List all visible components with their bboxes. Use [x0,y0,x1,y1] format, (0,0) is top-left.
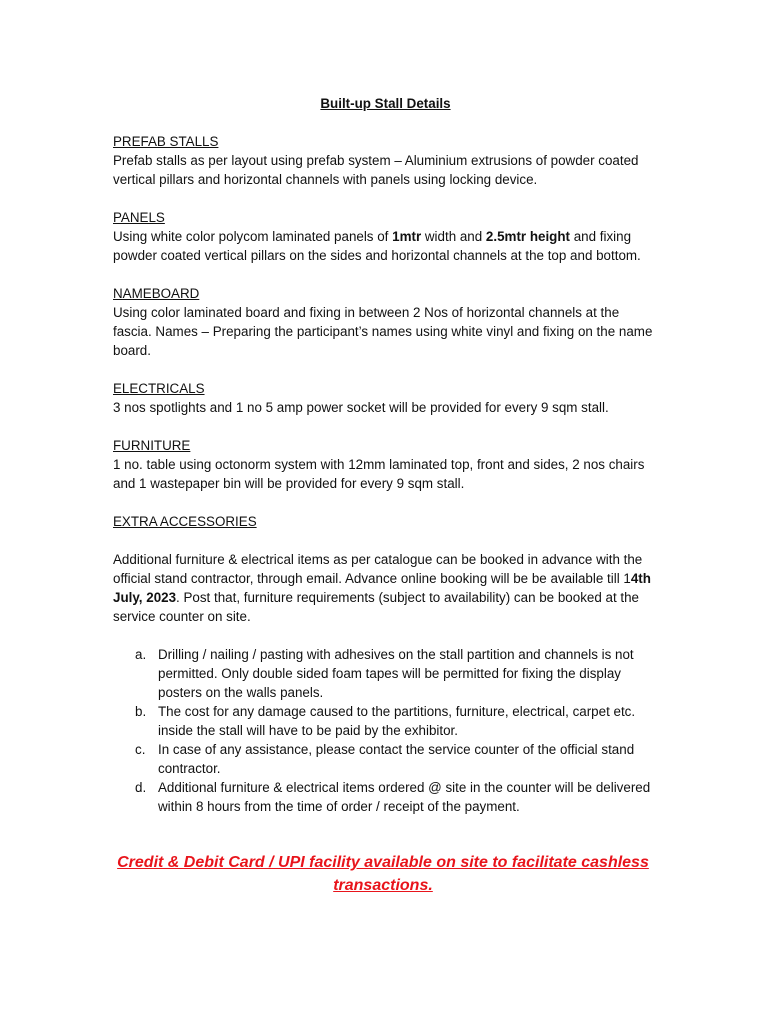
section-body: Prefab stalls as per layout using prefab system – Aluminium extrusions of powder coated vertical pillars and horizontal channels with panels using locking device. [113,153,639,187]
section-prefab-stalls [113,132,658,189]
section-heading: PREFAB STALLS [113,134,219,149]
booking-deadline: 4th July, 2023 [113,571,651,605]
body-text: width and [421,229,486,244]
section-heading: ELECTRICALS [113,381,205,396]
list-item [113,740,658,778]
section-body: Using color laminated board and fixing in between 2 Nos of horizontal channels at the fascia. Names – Preparing the participant’s names using white vinyl and fixing on the name board. [113,305,653,358]
list-item-text: In case of any assistance, please contact the service counter of the official stand contractor. [158,742,635,776]
document-title: Built-up Stall Details [320,96,451,111]
section-nameboard [113,284,658,360]
body-text: . Post that, furniture requirements (subject to availability) can be booked at the service counter on site. [113,590,640,624]
section-electricals [113,379,658,417]
section-furniture [113,436,658,493]
section-heading: PANELS [113,210,165,225]
notes-list [113,645,658,816]
list-marker: a. [135,647,147,662]
list-item-text: Drilling / nailing / pasting with adhesives on the stall partition and channels is not permitted. Only double sided foam tapes will be permitted for fixing the display posters on the walls panels. [158,647,634,700]
list-item [113,702,658,740]
bold-height: 2.5mtr height [485,229,570,244]
list-item-text: Additional furniture & electrical items ordered @ site in the counter will be delivered within 8 hours from the time of order / receipt of the payment. [158,780,651,814]
section-body [113,227,658,265]
body-text: Using white color polycom laminated panels of [113,229,393,244]
body-text: and fixing powder coated vertical pillars on the sides and horizontal channels at the top and bottom. [113,229,641,263]
section-extra-accessories [113,512,658,531]
list-item [113,645,658,702]
list-marker: c. [135,742,146,757]
list-marker: b. [135,704,147,719]
section-panels [113,208,658,265]
list-item-text: The cost for any damage caused to the partitions, furniture, electrical, carpet etc. inside the stall will have to be paid by the exhibitor. [158,704,636,738]
extra-accessories-paragraph [113,550,658,626]
body-text: Additional furniture & electrical items as per catalogue can be booked in advance with the official stand contractor, through email. Advance online booking will be be available till 1 [113,552,643,586]
list-item [113,778,658,816]
payment-note: Credit & Debit Card / UPI facility available on site to facilitate cashless transactions. [117,854,649,894]
section-body: 1 no. table using octonorm system with 12mm laminated top, front and sides, 2 nos chairs and 1 wastepaper bin will be provided for every 9 sqm stall. [113,457,645,491]
bold-width: 1mtr [392,229,422,244]
section-heading: FURNITURE [113,438,191,453]
list-marker: d. [135,780,147,795]
section-heading: NAMEBOARD [113,286,200,301]
section-body: 3 nos spotlights and 1 no 5 amp power socket will be provided for every 9 sqm stall. [113,400,609,415]
document-body [113,94,658,816]
section-heading: EXTRA ACCESSORIES [113,514,257,529]
